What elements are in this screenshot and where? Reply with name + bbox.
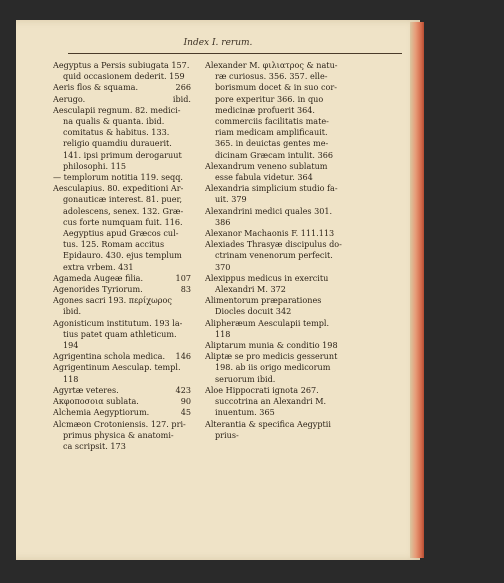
page-header: Index I. rerum.	[183, 38, 253, 48]
entry-line: Alexanor Machaonis F. 111.113	[205, 228, 335, 239]
entry-line: primus physica & anatomi-	[63, 429, 174, 440]
index-entry	[53, 105, 191, 172]
index-entry	[53, 273, 191, 284]
entry-line: religio quamdiu durauerit.	[63, 138, 172, 149]
index-entry	[205, 273, 355, 295]
index-entry	[205, 206, 355, 228]
index-entry	[53, 183, 191, 273]
entry-line: 365. in deuictas gentes me-	[215, 138, 329, 149]
entry-line: Alipheræum Aesculapii templ.	[205, 317, 330, 328]
index-entry	[53, 419, 191, 453]
entry-line: Alexandria simplicium studio fa-	[205, 183, 338, 194]
page-number: 266	[175, 82, 191, 93]
index-entry	[205, 318, 355, 340]
entry-line: Aliptæ se pro medicis gesserunt	[205, 351, 338, 362]
index-entry	[53, 284, 191, 295]
index-entry	[205, 351, 355, 385]
entry-line: Aesculapius. 80. expeditioni Ar-	[53, 183, 184, 194]
entry-line: philosophi. 115	[63, 160, 127, 171]
index-entry	[205, 419, 355, 441]
entry-line: Agonisticum institutum. 193 la-	[53, 317, 183, 328]
index-entry	[53, 82, 191, 93]
index-entry	[53, 94, 191, 105]
entry-line: na qualis & quanta. ibid.	[63, 116, 165, 127]
entry-line: Alexander M. φιλιατρος & natu-	[205, 60, 338, 70]
index-entry	[53, 396, 191, 407]
page-number: ibid.	[172, 93, 191, 104]
right-column	[205, 60, 355, 441]
index-entry	[53, 362, 191, 384]
entry-line: ca scripsit. 173	[63, 440, 126, 451]
entry-line: Alterantia & specifica Aegyptii	[205, 418, 331, 429]
entry-line: Agyrtæ veteres.	[53, 384, 119, 395]
entry-line: ræ curiosus. 356. 357. elle-	[215, 71, 328, 82]
page-number: 146	[175, 351, 191, 362]
entry-line: quid occasionem dederit. 159	[63, 71, 185, 82]
entry-line: adolescens, senex. 132. Græ-	[63, 205, 184, 216]
entry-line: Aegyptus a Persis subiugata 157.	[53, 60, 190, 70]
entry-line: Alcmæon Crotoniensis. 127. pri-	[53, 418, 186, 429]
index-entry	[205, 161, 355, 183]
entry-line: Agones sacri 193. περίχωρος	[53, 295, 172, 306]
index-entry	[53, 407, 191, 418]
entry-line: cus forte numquam fuit. 116.	[63, 216, 183, 227]
entry-line: Ακφοποσοια sublata.	[53, 396, 139, 407]
entry-line: 118	[215, 328, 231, 339]
index-entry	[205, 228, 355, 239]
entry-line: prius-	[215, 429, 239, 440]
entry-line: tus. 125. Romam accitus	[63, 239, 165, 250]
index-entry	[205, 183, 355, 205]
book-page	[16, 20, 420, 560]
page-number: 107	[175, 272, 191, 283]
entry-line: Alexandri M. 372	[215, 284, 286, 295]
entry-line: Aliptarum munia & conditio 198	[205, 340, 338, 351]
index-entry	[205, 239, 355, 273]
entry-line: commerciis facilitatis mate-	[215, 116, 329, 127]
entry-line: Aegyptius apud Græcos cul-	[63, 228, 179, 239]
entry-line: extra vrbem. 431	[63, 261, 134, 272]
index-entry	[53, 351, 191, 362]
index-entry	[53, 172, 191, 183]
entry-line: 118	[63, 373, 79, 384]
page-number: 45	[180, 407, 191, 418]
entry-line: uit. 379	[215, 194, 247, 205]
entry-line: Epidauro. 430. ejus templum	[63, 250, 182, 261]
entry-line: tius patet quam athleticum.	[63, 328, 177, 339]
page-number: 90	[180, 396, 191, 407]
entry-line: — templorum notitia 119. seqq.	[53, 172, 183, 183]
entry-line: ctrinam venenorum perfecit.	[215, 250, 333, 261]
entry-line: seruorum ibid.	[215, 373, 276, 384]
index-entry	[53, 385, 191, 396]
entry-line: 386	[215, 216, 231, 227]
entry-line: riam medicam amplificauit.	[215, 127, 328, 138]
header-rule	[68, 53, 402, 54]
entry-line: Alchemia Aegyptiorum.	[53, 407, 150, 418]
entry-line: Aloe Hippocrati ignota 267.	[205, 384, 319, 395]
entry-line: Aesculapii regnum. 82. medici-	[53, 104, 181, 115]
index-entry	[53, 295, 191, 317]
entry-line: inuentum. 365	[215, 407, 275, 418]
entry-line: ibid.	[63, 306, 82, 317]
entry-line: esse fabula videtur. 364	[215, 172, 313, 183]
left-column	[53, 60, 191, 452]
entry-line: Agameda Augeæ filia.	[53, 272, 144, 283]
entry-line: Agenorides Tyriorum.	[53, 284, 143, 295]
index-entry	[53, 318, 191, 352]
entry-line: Alexandrum veneno sublatum	[205, 160, 328, 171]
entry-line: medicinæ profuerit 364.	[215, 104, 315, 115]
entry-line: Agrigentinum Aesculap. templ.	[53, 362, 181, 373]
entry-line: 141. ipsi primum derogaruut	[63, 149, 182, 160]
entry-line: 370	[215, 261, 231, 272]
entry-line: 198. ab iis origo medicorum	[215, 362, 331, 373]
entry-line: comitatus & habitus. 133.	[63, 127, 170, 138]
page-number: 83	[180, 284, 191, 295]
entry-line: Agrigentina schola medica.	[53, 351, 166, 362]
entry-line: Aeris flos & squama.	[53, 82, 139, 93]
index-entry	[205, 340, 355, 351]
entry-line: dicinam Græcam intulit. 366	[215, 149, 334, 160]
entry-line: Alimentorum præparationes	[205, 295, 322, 306]
entry-line: Alexandrini medici quales 301.	[205, 205, 333, 216]
page-edge	[410, 22, 424, 558]
page-number: 423	[175, 384, 191, 395]
entry-line: Alexippus medicus in exercitu	[205, 272, 329, 283]
index-entry	[53, 60, 191, 82]
index-entry	[205, 60, 355, 161]
entry-line: gonauticæ interest. 81. puer,	[63, 194, 183, 205]
entry-line: 194	[63, 340, 79, 351]
index-entry	[205, 295, 355, 317]
entry-line: borismum docet & in suo cor-	[215, 82, 337, 93]
index-entry	[205, 385, 355, 419]
entry-line: Alexiades Thrasyæ discipulus do-	[205, 239, 342, 250]
entry-line: Aerugo.	[53, 93, 86, 104]
entry-line: pore experitur 366. in quo	[215, 93, 324, 104]
entry-line: Diocles docuit 342	[215, 306, 292, 317]
entry-line: succotrina an Alexandri M.	[215, 396, 327, 407]
